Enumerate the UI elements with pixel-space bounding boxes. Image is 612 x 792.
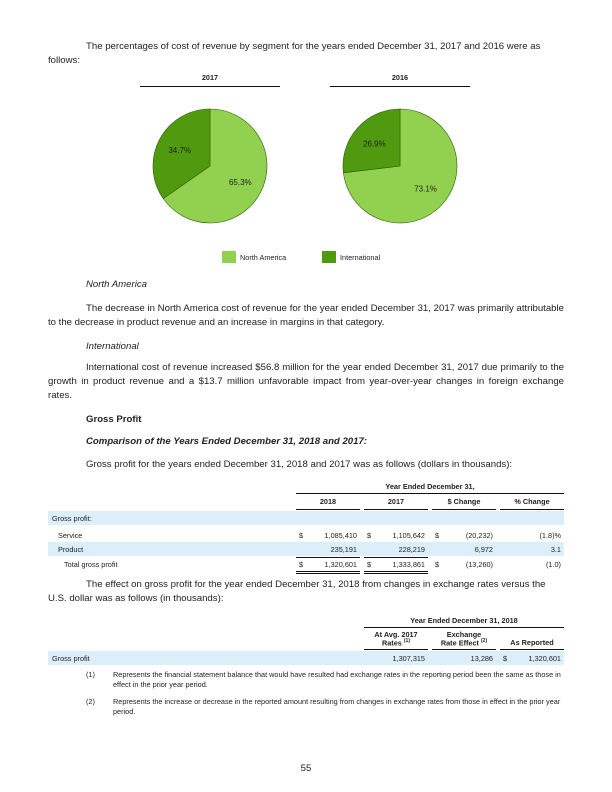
total-double-rule — [296, 571, 360, 572]
row-label: Service — [58, 531, 83, 540]
north-america-text: The decrease in North America cost of revenue for the year ended December 31, 2017 was primarily attributable to the decrease in product revenue and an increase in margins in that category. — [48, 303, 564, 328]
value-2017: 228,219 — [398, 545, 425, 554]
total-double-rule — [296, 573, 360, 574]
gross-profit-subheading: Comparison of the Years Ended December 31, 2018 and 2017: — [86, 436, 367, 447]
page-number: 55 — [300, 763, 312, 774]
pie-2016-title: 2016 — [391, 73, 409, 82]
dollar-sign: $ — [435, 560, 440, 569]
fx-group-rule — [364, 627, 564, 628]
footnote-2-mark: (2) — [86, 697, 95, 706]
gp-col-pct-change: % Change — [514, 497, 550, 506]
dollar-sign: $ — [299, 560, 304, 569]
pie-2016-title-rule — [330, 86, 470, 87]
gp-col-rule — [432, 509, 496, 510]
fx-col2-line2: Rate Effect $^{(2)}$ — [440, 638, 488, 648]
value-change: (13,260) — [465, 560, 493, 569]
fx-col1-line1: At Avg. 2017 — [374, 630, 418, 639]
row-label: Product — [58, 545, 84, 554]
subtotal-rule — [296, 557, 360, 558]
gp-group-rule — [296, 493, 564, 494]
gp-col-rule — [500, 509, 564, 510]
fx-col-rule — [432, 649, 496, 650]
value-avg-rates: 1,307,315 — [392, 654, 425, 663]
pie-slice-international-label: 34.7% — [168, 146, 192, 156]
fx-col2-line1: Exchange — [446, 630, 482, 639]
pie-2017 — [153, 109, 267, 223]
pie-slice-north-america-label: 73.1% — [414, 184, 437, 194]
fx-col-rule — [364, 649, 428, 650]
dollar-sign: $ — [367, 560, 372, 569]
value-2018: 1,085,410 — [324, 531, 357, 540]
pie-2016 — [343, 109, 457, 223]
pie-charts — [140, 96, 470, 236]
legend-international-label: International — [340, 253, 381, 262]
fx-group-header: Year Ended December 31, 2018 — [410, 616, 518, 625]
dollar-sign: $ — [503, 654, 508, 663]
value-rate-effect: 13,286 — [470, 654, 493, 663]
gp-group-header: Year Ended December 31, — [385, 482, 475, 491]
total-double-rule — [364, 571, 428, 572]
value-change: (20,232) — [465, 531, 493, 540]
gp-col-2018: 2018 — [319, 497, 337, 506]
dollar-sign: $ — [299, 531, 304, 540]
gp-section-label: Gross profit: — [52, 514, 92, 523]
gross-profit-intro: Gross profit for the years ended December 31, 2018 and 2017 was as follows (dollars in thousands): — [86, 459, 513, 470]
value-pct: (1.0) — [545, 560, 561, 569]
intro-paragraph: The percentages of cost of revenue by segment for the years ended December 31, 2017 and 2016 were as follows: — [48, 41, 541, 66]
fx-intro: The effect on gross profit for the year ended December 31, 2018 from changes in exchange rates versus the U.S. dollar was as follows (in thousands): — [48, 579, 546, 604]
subtotal-rule — [364, 557, 428, 558]
fx-col3: As Reported — [510, 638, 554, 647]
legend-north-america-label: North America — [240, 253, 287, 262]
row-label: Total gross profit — [64, 560, 118, 569]
international-heading: International — [86, 341, 139, 352]
gp-col-rule — [296, 509, 360, 510]
gp-col-2017: 2017 — [387, 497, 405, 506]
fx-col-rule — [500, 649, 564, 650]
row-label: Gross profit — [52, 654, 90, 663]
pie-2017-title-rule — [140, 86, 280, 87]
dollar-sign: $ — [435, 531, 440, 540]
footnote-2-text: Represents the increase or decrease in the reported amount resulting from changes in exchange rates from those in effect in the prior year period. — [113, 697, 561, 716]
total-double-rule — [364, 573, 428, 574]
footnote-1-mark: (1) — [86, 670, 95, 679]
pie-slice-north-america-label: 65.3% — [228, 177, 252, 187]
fx-col1-line2: Rates $^{(1)}$ — [381, 638, 411, 648]
international-text: International cost of revenue increased $56.8 million for the year ended December 31, 2017 due primarily to the growth in product revenue and a $13.7 million unfavorable impact from year-over-year changes in foreign exchange rates. — [48, 362, 564, 401]
gp-col-rule — [364, 509, 428, 510]
legend-international-swatch — [322, 251, 336, 263]
gp-col-change: $ Change — [447, 497, 481, 506]
legend-north-america-swatch — [222, 251, 236, 263]
value-2017: 1,333,861 — [392, 560, 425, 569]
value-pct: 3.1 — [550, 545, 561, 554]
value-2017: 1,105,642 — [392, 531, 425, 540]
north-america-heading: North America — [86, 279, 147, 290]
value-2018: 235,191 — [330, 545, 357, 554]
value-2018: 1,320,601 — [324, 560, 357, 569]
value-change: 6,972 — [474, 545, 493, 554]
footnote-1-text: Represents the financial statement balance that would have resulted had exchange rates in the reporting period been the same as those in effect in the prior year period. — [113, 670, 561, 689]
pie-2017-title: 2017 — [201, 73, 219, 82]
value-as-reported: 1,320,601 — [528, 654, 561, 663]
dollar-sign: $ — [367, 531, 372, 540]
pie-slice-international-label: 26.9% — [363, 139, 386, 149]
value-pct: (1.8)% — [539, 531, 561, 540]
gp-section-band — [48, 511, 564, 525]
gross-profit-heading: Gross Profit — [86, 414, 142, 425]
